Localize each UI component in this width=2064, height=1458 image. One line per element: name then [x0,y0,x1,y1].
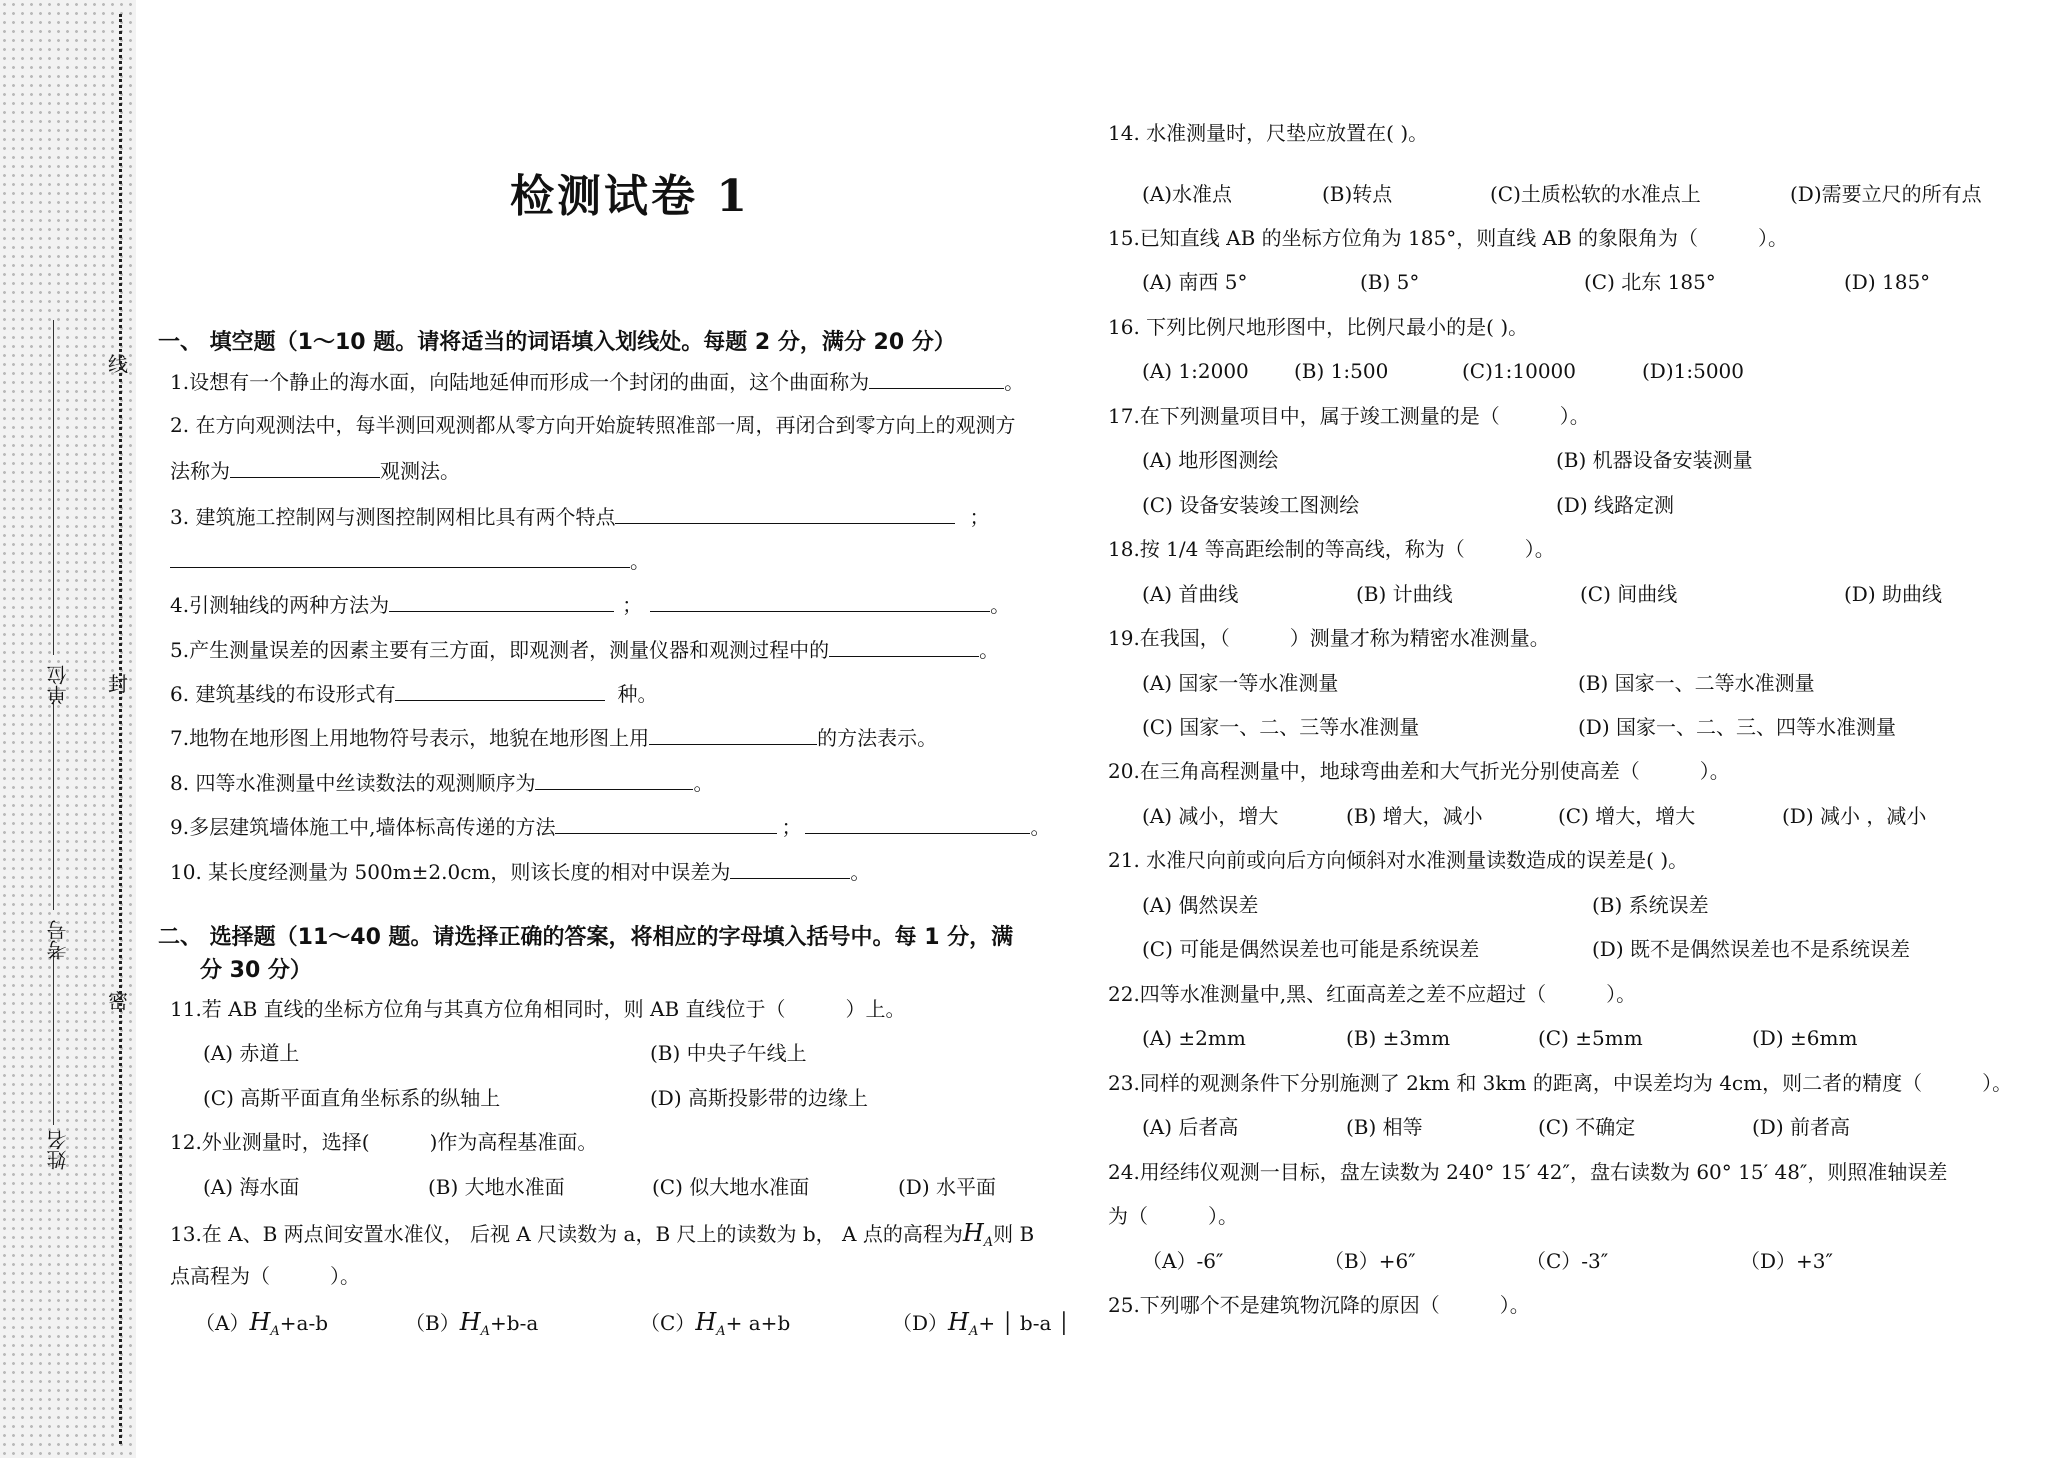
question-4: 4.引测轴线的两种方法为 ； 。 [170,593,1011,617]
question-25: 25.下列哪个不是建筑物沉降的原因（ ）。 [1108,1293,1530,1317]
question-9: 9.多层建筑墙体施工中,墙体标高传递的方法 ； 。 [170,815,1051,839]
answer-blank[interactable] [805,813,1030,834]
question-5: 5.产生测量误差的因素主要有三方面，即观测者，测量仪器和观测过程中的 。 [170,638,1000,662]
option-19a[interactable]: (A) 国家一等水准测量 [1142,671,1339,695]
option-24b[interactable]: （B）+6″ [1324,1249,1416,1273]
seal-line-char: 线 [108,352,128,376]
question-12: 12.外业测量时，选择( )作为高程基准面。 [170,1130,598,1154]
option-14d[interactable]: (D)需要立尺的所有点 [1790,182,1982,206]
option-16c[interactable]: (C)1:10000 [1462,359,1576,383]
option-21a[interactable]: (A) 偶然误差 [1142,893,1259,917]
question-7: 7.地物在地形图上用地物符号表示，地貌在地形图上用 的方法表示。 [170,726,938,750]
option-14a[interactable]: (A)水准点 [1142,182,1233,206]
option-19b[interactable]: (B) 国家一、二等水准测量 [1578,671,1815,695]
answer-blank[interactable] [650,591,990,612]
unit-label: 单位 [46,665,70,705]
option-22b[interactable]: (B) ±3mm [1346,1026,1451,1050]
question-2-line2: 法称为 观测法。 [170,459,460,483]
option-12c[interactable]: (C) 似大地水准面 [652,1175,810,1199]
question-2-line1: 2. 在方向观测法中，每半测回观测都从零方向开始旋转照准部一周，再闭合到零方向上的观测方 [170,413,1016,437]
option-23d[interactable]: (D) 前者高 [1752,1115,1850,1139]
answer-blank[interactable] [230,457,380,478]
option-22c[interactable]: (C) ±5mm [1538,1026,1643,1050]
seal-mi-char: 密 [108,989,128,1013]
question-8: 8. 四等水准测量中丝读数法的观测顺序为 。 [170,771,714,795]
option-24c[interactable]: （C）-3″ [1526,1249,1609,1273]
question-13-line1: 13.在 A、B 两点间安置水准仪， 后视 A 尺读数为 a，B 尺上的读数为 b， A 点的高程为$H_A$则 B [170,1219,1035,1250]
option-18d[interactable]: (D) 助曲线 [1844,582,1942,606]
option-11d[interactable]: (D) 高斯投影带的边缘上 [650,1086,868,1110]
option-15d[interactable]: (D) 185° [1844,270,1931,294]
option-11b[interactable]: (B) 中央子午线上 [650,1041,807,1065]
option-21c[interactable]: (C) 可能是偶然误差也可能是系统误差 [1142,937,1480,961]
question-3: 3. 建筑施工控制网与测图控制网相比具有两个特点 ； [170,505,990,529]
option-17a[interactable]: (A) 地形图测绘 [1142,448,1279,472]
question-17: 17.在下列测量项目中，属于竣工测量的是（ ）。 [1108,404,1590,428]
answer-blank[interactable] [649,724,817,745]
section1-heading: 一、 填空题（1～10 题。请将适当的词语填入划线处。每题 2 分，满分 20 分） [158,330,956,355]
option-24a[interactable]: （A）-6″ [1142,1249,1224,1273]
answer-blank[interactable] [869,368,1004,389]
option-17c[interactable]: (C) 设备安装竣工图测绘 [1142,493,1360,517]
option-17d[interactable]: (D) 线路定测 [1556,493,1674,517]
option-23c[interactable]: (C) 不确定 [1538,1115,1636,1139]
option-15c[interactable]: (C) 北东 185° [1584,270,1716,294]
option-18c[interactable]: (C) 间曲线 [1580,582,1678,606]
name-label: 姓名 [46,1130,70,1170]
option-17b[interactable]: (B) 机器设备安装测量 [1556,448,1753,472]
question-24-line2: 为（ ）。 [1108,1204,1238,1228]
question-3-line2: 。 [170,547,650,573]
option-21d[interactable]: (D) 既不是偶然误差也不是系统误差 [1592,937,1910,961]
answer-blank[interactable] [555,813,777,834]
question-19: 19.在我国，（ ）测量才称为精密水准测量。 [1108,626,1550,650]
option-16d[interactable]: (D)1:5000 [1642,359,1745,383]
option-11c[interactable]: (C) 高斯平面直角坐标系的纵轴上 [203,1086,501,1110]
seal-feng-char: 封 [108,672,128,696]
question-21: 21. 水准尺向前或向后方向倾斜对水准测量读数造成的误差是( )。 [1108,848,1689,872]
option-23a[interactable]: (A) 后者高 [1142,1115,1239,1139]
option-19c[interactable]: (C) 国家一、二、三等水准测量 [1142,715,1420,739]
option-20d[interactable]: (D) 减小 ，减小 [1782,804,1927,828]
question-20: 20.在三角高程测量中，地球弯曲差和大气折光分别使高差（ ）。 [1108,759,1730,783]
question-18: 18.按 1/4 等高距绘制的等高线，称为（ ）。 [1108,537,1555,561]
question-1: 1.设想有一个静止的海水面，向陆地延伸而形成一个封闭的曲面，这个曲面称为 。 [170,370,1025,394]
question-15: 15.已知直线 AB 的坐标方位角为 185°，则直线 AB 的象限角为（ ）。 [1108,226,1789,250]
question-16: 16. 下列比例尺地形图中，比例尺最小的是( )。 [1108,315,1529,339]
option-13d[interactable]: $(D)H_A+$ │ b-a │ [892,1308,1070,1339]
exam-id-blank [47,700,71,910]
exam-title: 检测试卷 1 [510,171,750,222]
option-23b[interactable]: (B) 相等 [1346,1115,1423,1139]
option-12b[interactable]: (B) 大地水准面 [428,1175,565,1199]
option-24d[interactable]: （D）+3″ [1740,1249,1833,1273]
option-21b[interactable]: (B) 系统误差 [1592,893,1709,917]
answer-blank[interactable] [730,858,850,879]
option-12d[interactable]: (D) 水平面 [898,1175,996,1199]
question-24-line1: 24.用经纬仪观测一目标，盘左读数为 240° 15′ 42″，盘右读数为 60° 15′ 48″，则照准轴误差 [1108,1160,1948,1184]
option-13a[interactable]: $(A)H_A+a-b$ [195,1308,329,1339]
option-14b[interactable]: (B)转点 [1322,182,1393,206]
answer-blank[interactable] [829,636,979,657]
answer-blank[interactable] [170,547,630,568]
option-11a[interactable]: (A) 赤道上 [203,1041,300,1065]
answer-blank[interactable] [615,503,955,524]
question-13-line2: 点高程为（ ）。 [170,1264,360,1288]
option-16a[interactable]: (A) 1:2000 [1142,359,1249,383]
binding-strip [0,0,136,1458]
option-18b[interactable]: (B) 计曲线 [1356,582,1453,606]
section2-heading-line2: 分 30 分） [200,958,312,983]
answer-blank[interactable] [395,680,605,701]
option-16b[interactable]: (B) 1:500 [1294,359,1389,383]
option-15a[interactable]: (A) 南西 5° [1142,270,1248,294]
question-10: 10. 某长度经测量为 500m±2.0cm，则该长度的相对中误差为 。 [170,860,871,884]
option-20b[interactable]: (B) 增大，减小 [1346,804,1483,828]
unit-blank [47,320,71,655]
option-14c[interactable]: (C)土质松软的水准点上 [1490,182,1701,206]
option-18a[interactable]: (A) 首曲线 [1142,582,1239,606]
question-6: 6. 建筑基线的布设形式有 种。 [170,682,658,706]
section2-heading-line1: 二、 选择题（11～40 题。请选择正确的答案，将相应的字母填入括号中。每 1 分，满 [158,925,1014,950]
option-22d[interactable]: (D) ±6mm [1752,1026,1858,1050]
name-blank [47,950,71,1125]
answer-blank[interactable] [535,769,693,790]
seal-dotted-line [119,14,122,1444]
question-11: 11.若 AB 直线的坐标方位角与其真方位角相同时，则 AB 直线位于（ ）上。 [170,997,906,1021]
option-13b[interactable]: $(B)H_A+b-a$ [405,1308,539,1339]
option-15b[interactable]: (B) 5° [1360,270,1420,294]
answer-blank[interactable] [389,591,614,612]
question-22: 22.四等水准测量中,黑、红面高差之差不应超过（ ）。 [1108,982,1637,1006]
question-23: 23.同样的观测条件下分别施测了 2km 和 3km 的距离，中误差均为 4cm，则二者的精度（ ）。 [1108,1071,2013,1095]
exam-id-label: 考号 [46,920,70,960]
option-20a[interactable]: (A) 减小，增大 [1142,804,1279,828]
option-19d[interactable]: (D) 国家一、二、三、四等水准测量 [1578,715,1896,739]
question-14: 14. 水准测量时，尺垫应放置在( )。 [1108,121,1429,145]
option-13c[interactable]: $(C)H_A+ a+b$ [640,1308,791,1339]
option-22a[interactable]: (A) ±2mm [1142,1026,1246,1050]
option-20c[interactable]: (C) 增大，增大 [1558,804,1696,828]
option-12a[interactable]: (A) 海水面 [203,1175,300,1199]
